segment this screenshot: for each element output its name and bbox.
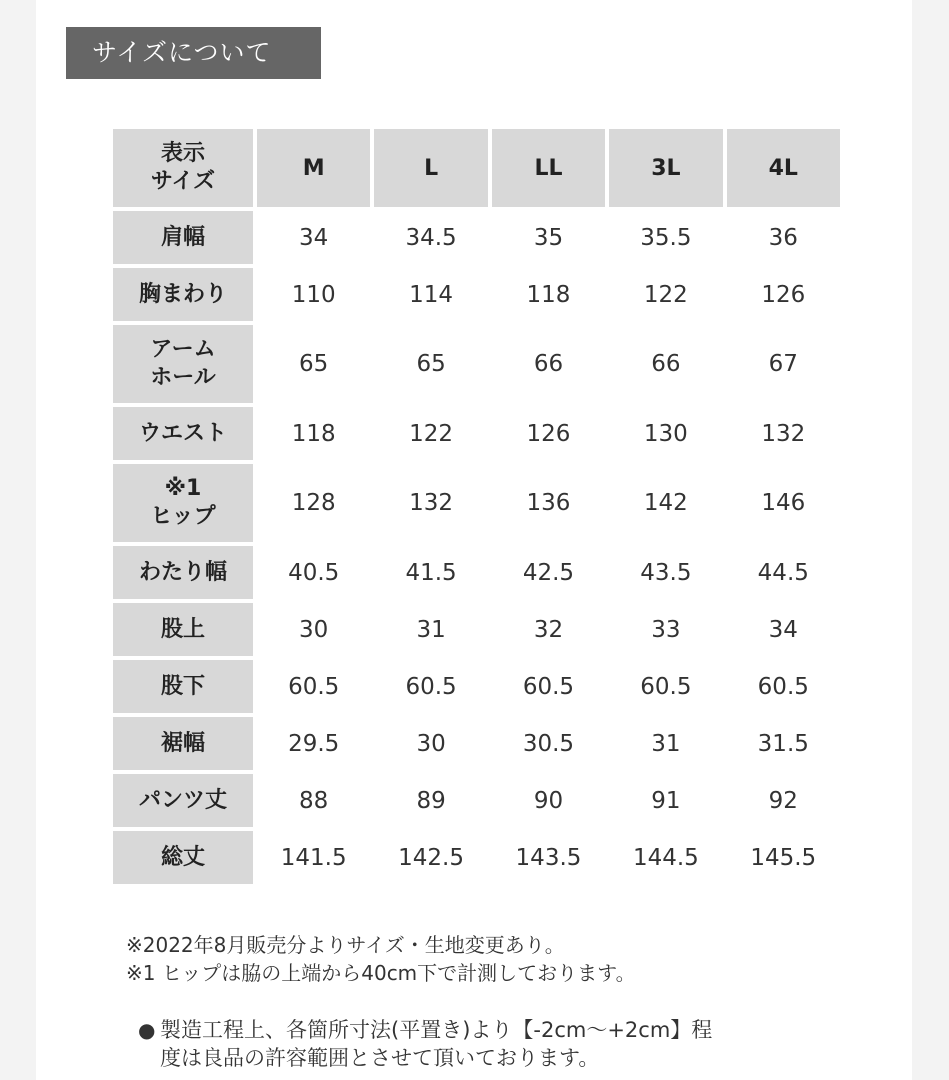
measurement-cell: 36 xyxy=(727,211,840,264)
measurement-cell: 34.5 xyxy=(374,211,487,264)
measurement-cell: 126 xyxy=(492,407,605,460)
measurement-cell: 118 xyxy=(492,268,605,321)
size-header-3l: 3L xyxy=(609,129,722,207)
tolerance-note-line1: 製造工程上、各箇所寸法(平置き)より【-2cm〜+2cm】程 xyxy=(160,1018,713,1042)
notes xyxy=(126,931,636,987)
measurement-cell: 29.5 xyxy=(257,717,370,770)
row-label xyxy=(113,211,253,264)
measurement-cell: 118 xyxy=(257,407,370,460)
size-header-ll: LL xyxy=(492,129,605,207)
row-label xyxy=(113,831,253,884)
measurement-cell: 122 xyxy=(609,268,722,321)
measurement-cell: 132 xyxy=(727,407,840,460)
measurement-cell: 66 xyxy=(609,325,722,403)
bullet-icon: ● xyxy=(138,1018,156,1042)
size-table xyxy=(109,125,844,888)
measurement-cell: 66 xyxy=(492,325,605,403)
measurement-cell: 41.5 xyxy=(374,546,487,599)
measurement-cell: 30 xyxy=(257,603,370,656)
measurement-cell: 33 xyxy=(609,603,722,656)
measurement-cell: 35 xyxy=(492,211,605,264)
row-label-line1: 総丈 xyxy=(160,844,205,870)
measurement-cell: 130 xyxy=(609,407,722,460)
measurement-cell: 31.5 xyxy=(727,717,840,770)
measurement-cell: 143.5 xyxy=(492,831,605,884)
row-label xyxy=(113,464,253,542)
corner-header xyxy=(113,129,253,207)
row-label-line1: わたり幅 xyxy=(138,559,227,585)
table-row xyxy=(113,831,840,884)
measurement-cell: 31 xyxy=(374,603,487,656)
measurement-cell: 110 xyxy=(257,268,370,321)
measurement-cell: 34 xyxy=(727,603,840,656)
row-label-line1: ※1 xyxy=(164,476,202,501)
section-title: サイズについて xyxy=(66,27,321,79)
measurement-cell: 60.5 xyxy=(257,660,370,713)
row-label-line1: ウエスト xyxy=(138,420,227,446)
measurement-cell: 30 xyxy=(374,717,487,770)
size-header-4l: 4L xyxy=(727,129,840,207)
note-line: ※1 ヒップは脇の上端から40cm下で計測しております。 xyxy=(126,961,636,985)
table-row xyxy=(113,268,840,321)
measurement-cell: 90 xyxy=(492,774,605,827)
measurement-cell: 40.5 xyxy=(257,546,370,599)
table-row xyxy=(113,464,840,542)
row-label-line1: パンツ丈 xyxy=(138,787,227,813)
measurement-cell: 136 xyxy=(492,464,605,542)
size-header-m: M xyxy=(257,129,370,207)
table-row xyxy=(113,211,840,264)
row-label xyxy=(113,660,253,713)
measurement-cell: 60.5 xyxy=(727,660,840,713)
row-label xyxy=(113,603,253,656)
measurement-cell: 65 xyxy=(374,325,487,403)
measurement-cell: 126 xyxy=(727,268,840,321)
measurement-cell: 60.5 xyxy=(492,660,605,713)
table-row xyxy=(113,546,840,599)
row-label-line1: 股下 xyxy=(160,673,205,699)
row-label-line1: アーム xyxy=(150,337,216,362)
measurement-cell: 30.5 xyxy=(492,717,605,770)
measurement-cell: 60.5 xyxy=(374,660,487,713)
row-label xyxy=(113,407,253,460)
table-row xyxy=(113,603,840,656)
table-row xyxy=(113,774,840,827)
row-label xyxy=(113,325,253,403)
size-header-l: L xyxy=(374,129,487,207)
table-row xyxy=(113,407,840,460)
row-label xyxy=(113,774,253,827)
note-line: ※2022年8月販売分よりサイズ・生地変更あり。 xyxy=(126,933,565,957)
measurement-cell: 91 xyxy=(609,774,722,827)
measurement-cell: 44.5 xyxy=(727,546,840,599)
measurement-cell: 92 xyxy=(727,774,840,827)
measurement-cell: 34 xyxy=(257,211,370,264)
corner-header-line1: 表示 xyxy=(160,141,205,166)
measurement-cell: 128 xyxy=(257,464,370,542)
size-header-row xyxy=(113,129,840,207)
table-row xyxy=(113,717,840,770)
measurement-cell: 35.5 xyxy=(609,211,722,264)
measurement-cell: 144.5 xyxy=(609,831,722,884)
measurement-cell: 89 xyxy=(374,774,487,827)
row-label-line1: 肩幅 xyxy=(160,224,205,250)
row-label-line1: 胸まわり xyxy=(138,281,227,307)
corner-header-line2: サイズ xyxy=(150,169,216,194)
measurement-cell: 32 xyxy=(492,603,605,656)
measurement-cell: 145.5 xyxy=(727,831,840,884)
measurement-cell: 43.5 xyxy=(609,546,722,599)
measurement-cell: 132 xyxy=(374,464,487,542)
measurement-cell: 114 xyxy=(374,268,487,321)
tolerance-note-line2: 度は良品の許容範囲とさせて頂いております。 xyxy=(160,1046,600,1070)
measurement-cell: 141.5 xyxy=(257,831,370,884)
measurement-cell: 142 xyxy=(609,464,722,542)
row-label-line1: 股上 xyxy=(160,616,205,642)
table-row xyxy=(113,325,840,403)
row-label-line1: 裾幅 xyxy=(160,730,205,756)
tolerance-note xyxy=(138,1016,840,1072)
measurement-cell: 60.5 xyxy=(609,660,722,713)
row-label xyxy=(113,546,253,599)
measurement-cell: 88 xyxy=(257,774,370,827)
measurement-cell: 142.5 xyxy=(374,831,487,884)
row-label-line2: ホール xyxy=(150,365,216,390)
measurement-cell: 122 xyxy=(374,407,487,460)
row-label-line2: ヒップ xyxy=(150,504,216,529)
measurement-cell: 67 xyxy=(727,325,840,403)
row-label xyxy=(113,717,253,770)
measurement-cell: 65 xyxy=(257,325,370,403)
table-row xyxy=(113,660,840,713)
measurement-cell: 146 xyxy=(727,464,840,542)
measurement-cell: 31 xyxy=(609,717,722,770)
measurement-cell: 42.5 xyxy=(492,546,605,599)
row-label xyxy=(113,268,253,321)
